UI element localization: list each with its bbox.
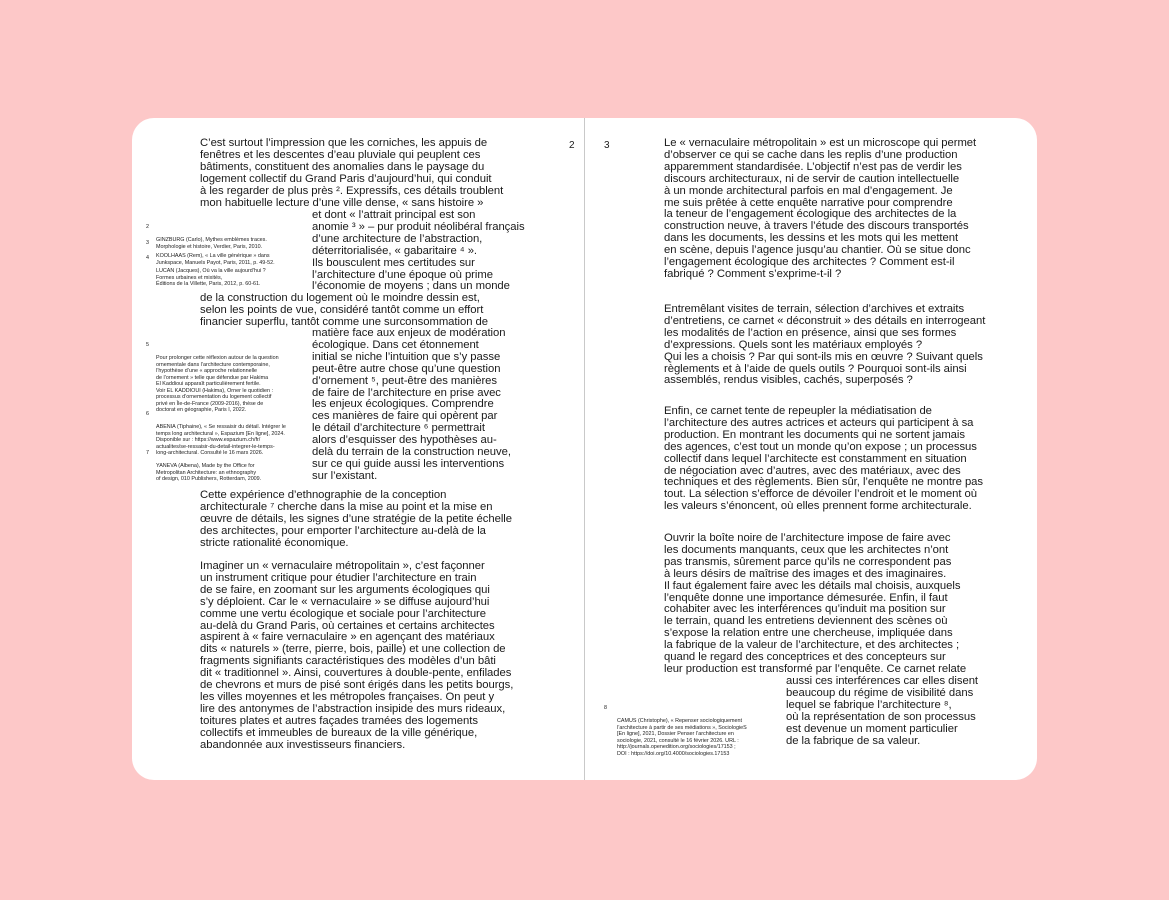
left-paragraph-3: Imaginer un « vernaculaire métropolitain », c’est façonner un instrument critique pour étudier l’architecture en train de se faire, en zoomant sur les arguments écologiques qui s’y déploient. Car le « vernaculaire » se diffuse aujourd’hui comme une vertu écologique et sociale pour l’architecture au-delà du Grand Paris, où certaines et certains architectes aspirent à « faire vernaculaire » en agençant des matériaux dits « naturels » (terre, pierre, bois, paille) et une collection de fragments signifiants caractéristiques des modèles d’un bâti dit « traditionnel ». Ainsi, couvertures à double-pente, enfilades de chevrons et murs de pisé sont érigés dans les petits bourgs, les villes moyennes et les métropoles françaises. On peut y lire des antonymes de l’abstraction insipide des murs rideaux, toitures plates et autres façades tramées des logements collectifs et immeubles de bureaux de la ville générique, abandonnée aux investisseurs financiers. [200,560,514,751]
footnote-4 [146,255,296,294]
footnote-text: YANEVA (Albena), Made by the Office for Metropolitan Architecture: an ethnography of design, 010 Publishers, Rotterdam, 2009. [156,463,262,482]
footnote-text: LUCAN (Jacques), Où va la ville aujourd’hui ? Formes urbaines et mixités, Éditions de la Villette, Paris, 2012, p. 60-61. [156,268,266,287]
left-narrow-paragraph-2: matière face aux enjeux de modération écologique. Dans cet étonnement initial se niche l’intuition que s’y passe peut-être autre chose qu’une question d’ornement ⁵, peut-être des manières de faire de l’architecture en prise avec les enjeux écologiques. Comprendre ces manières de faire qui opèrent par le détail d’architecture ⁶ permettrait alors d’esquisser des hypothèses au- delà du terrain de la construction neuve, sur ce qui guide aussi les interventions sur l’existant. [312,327,511,482]
left-paragraph-2: Cette expérience d’ethnographie de la conception architecturale ⁷ cherche dans la mise au point et la mise en œuvre de détails, les signes d’une stratégie de la petite échelle des architectes, pour emporter l’architecture au-delà de la stricte rationalité économique. [200,489,512,549]
right-paragraph-4: Ouvrir la boîte noire de l’architecture impose de faire avec les documents manquants, ceux que les architectes n’ont pas transmis, sûrement parce qu’ils ne correspondent pas à leurs désirs de maîtrise des images et des imaginaires. Il faut également faire avec les détails mal choisis, auxquels l’enquête donne une importance démesurée. Enfin, il faut cohabiter avec les interférences qu’induit ma position sur le terrain, quand les entretiens deviennent des scènes où s’expose la relation entre une chercheuse, impliquée dans la fabrique de la valeur de l’architecture, et des architectes ; quand le regard des conceptrices et des concepteurs sur leur production est transformé par l’enquête. Ce carnet relate [664,532,967,675]
footnote-7 [146,450,296,489]
footnote-number: 6 [146,411,149,417]
right-paragraph-1: Le « vernaculaire métropolitain » est un microscope qui permet d’observer ce qui se cache dans les replis d’une production apparemment standardisée. L’objectif n’est pas de verdir les discours architecturaux, ni de servir de caution intellectuelle à un monde architectural parfois en mal d’engagement. Je me suis prêtée à cette enquête narrative pour comprendre la teneur de l’engagement écologique des architectes de la construction neuve, à travers l’étude des discours transportés dans les documents, les dessins et les mots qui les mettent en scène, depuis l’agence jusqu’au chantier. Où se situe donc l’engagement écologique des architectes ? Comment est-il fabriqué ? Comment s’exprime-t-il ? [664,137,977,280]
left-intro-paragraph: C’est surtout l’impression que les corniches, les appuis de fenêtres et les descentes d’eau pluviale qui peuplent ces bâtiments, constituent des anomalies dans le paysage du logement collectif du Grand Paris d’aujourd’hui, qui conduit à les regarder de plus près ². Expressifs, ces détails troublent mon habituelle lecture d’une ville dense, « sans histoire » [200,137,504,209]
left-page [132,118,584,780]
footnote-5 [146,342,296,420]
footnote-text: Pour prolonger cette réflexion autour de la question ornementale dans l’architecture contemporaine, l’hypothèse d’une « approche relationnelle de l’ornement » telle que défendue par Hakima El Kaddioui apparaît particulièrement fertile. Voir EL KADDIOUI (Hakima), Orner le quotidien : processus d’ornementation du logement collectif privé en Île-de-France (2009-2016), thèse de doctorat en géographie, Paris I, 2022. [156,355,279,413]
footnote-number: 4 [146,255,149,261]
right-page [585,118,1037,780]
footnote-text: ABENIA (Tiphaine), « Se ressaisir du détail. Intégrer le temps long architectural », Espazium [En ligne], 2024. Disponible sur : https://www.espazium.ch/fr/ actualites/se-ressaisir-du-detail-integrer-le-temps- long-architectural. Consulté le 16 mars 2026. [156,424,286,456]
page-number-right: 3 [604,140,610,151]
footnote-text: KOOLHAAS (Rem), « La ville générique » dans Junkspace, Manuels Payot, Paris, 2011, p. 49-52. [156,253,275,266]
footnote-number: 3 [146,240,149,246]
footnote-number: 7 [146,450,149,456]
right-narrow-paragraph: aussi ces interférences car elles disent beaucoup du régime de visibilité dans lequel se fabrique l’architecture ⁸, où la représentation de son processus est devenue un moment particulier de la fabrique de sa valeur. [786,675,979,747]
right-paragraph-2: Entremêlant visites de terrain, sélection d’archives et extraits d’entretiens, ce carnet « déconstruit » des détails en interrogeant les modalités de l’action en présence, ainsi que ses formes d’expressions. Quels sont les matériaux employés ? Qui les a choisis ? Par qui sont-ils mis en œuvre ? Suivant quels règlements et à l’aide de quels outils ? Pourquoi sont-ils ainsi assemblés, rendus visibles, cachés, superposés ? [664,303,986,387]
footnote-text: GINZBURG (Carlo), Mythes emblèmes traces. Morphologie et histoire, Verdier, Paris, 2010. [156,237,267,250]
footnote-8 [604,705,779,764]
footnote-text: CAMUS (Christophe), « Repenser sociologiquement l’architecture à partir de ses médiations », SociologieS [En ligne], 2021, Dossier Penser l’architecture en sociologie, 2021, consulté le 16 février 2026. URL : http://journals.openedition.org/sociologies/17153 ; DOI : https://doi.org/10.4000/sociologies.17153 [617,718,747,757]
right-paragraph-3: Enfin, ce carnet tente de repeupler la médiatisation de l’architecture des autres actrices et acteurs qui participent à sa production. En montrant les documents qui ne sortent jamais des agences, c’est tout un monde qu’on expose ; un processus collectif dans lequel l’architecte est constamment en situation de négociation avec d’autres, avec des matériaux, avec des techniques et des règlements. Bien sûr, l’enquête ne montre pas tout. La sélection s’efforce de dévoiler l’endroit et le moment où les valeurs s’énoncent, où elles prennent forme architecturale. [664,405,984,513]
book-spread [132,118,1037,780]
footnote-number: 5 [146,342,149,348]
left-full-paragraph-1: de la construction du logement où le moindre dessin est, selon les points de vue, considéré tantôt comme un effort financier superflu, tantôt comme une surconsommation de [200,292,488,328]
footnote-number: 2 [146,224,149,230]
footnote-number: 8 [604,705,607,711]
page-number-left: 2 [569,140,575,151]
left-narrow-paragraph-1: et dont « l’attrait principal est son anomie ³ » – pur produit néolibéral français d’une architecture de l’abstraction, déterritorialisée, « gabaritaire ⁴ ». Ils bousculent mes certitudes sur l’architecture d’une époque où prime l’économie de moyens ; dans un monde [312,209,525,293]
